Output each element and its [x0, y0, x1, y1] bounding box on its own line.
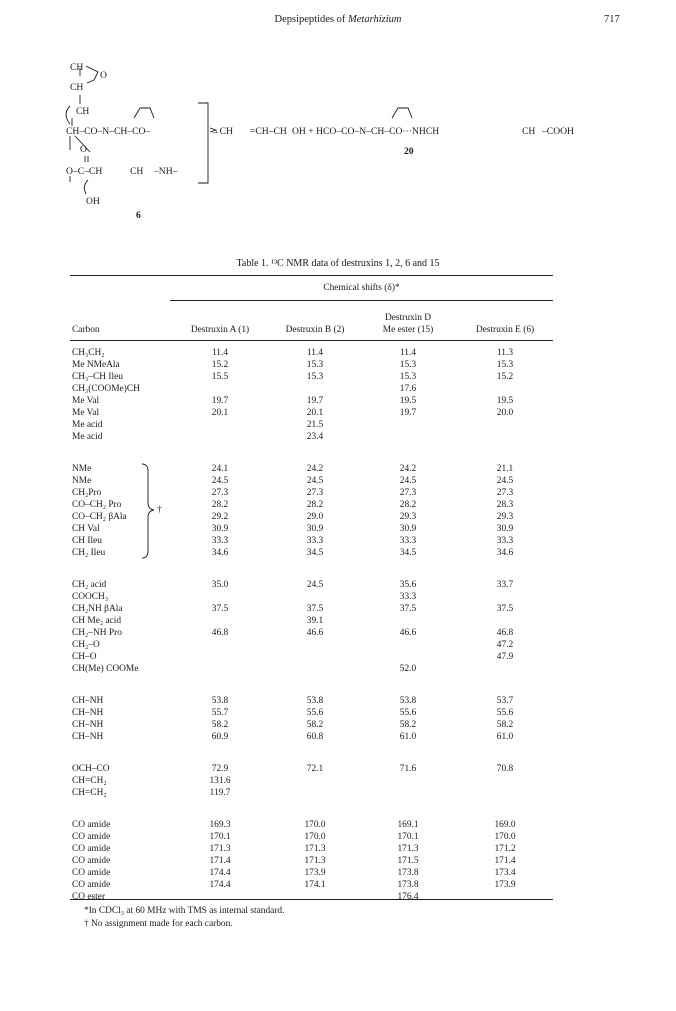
table-caption: Table 1. ¹³C NMR data of destruxins 1, 2, 6 and 15 — [236, 258, 440, 269]
cell-value: 60.9 — [211, 732, 229, 742]
table-bottom-rule — [70, 899, 553, 900]
cell-carbon: COOCH₃ — [72, 592, 109, 602]
cell-value: 46.6 — [399, 628, 417, 638]
struct-label: OH + HCO–CO–N–CH–CO···NHCH — [292, 126, 440, 137]
cell-value: 29.3 — [399, 512, 417, 522]
cell-value: 29.2 — [211, 512, 229, 522]
cell-carbon: CH₂ acid — [72, 580, 107, 590]
cell-value: 30.9 — [496, 524, 514, 534]
cell-carbon: CH=CH₂ — [72, 776, 107, 786]
cell-carbon: NMe — [72, 464, 92, 474]
cell-value: 24.2 — [399, 464, 417, 474]
table-row — [0, 463, 676, 475]
cell-value: 61.0 — [496, 732, 514, 742]
cell-value: 27.3 — [306, 488, 324, 498]
table-row — [0, 819, 676, 831]
footnote: † No assignment made for each carbon. — [84, 919, 233, 929]
cell-value: 176.4 — [397, 892, 419, 902]
cell-carbon: CO amide — [72, 868, 111, 878]
cell-carbon: Me NMeAla — [72, 360, 120, 370]
cell-value: 47.2 — [496, 640, 514, 650]
struct-label: –NH– — [154, 166, 178, 177]
cell-carbon: CH–NH — [72, 732, 104, 742]
table-row — [0, 395, 676, 407]
cell-value: 170.0 — [304, 820, 326, 830]
cell-value: 15.3 — [399, 372, 417, 382]
cell-value: 15.3 — [399, 360, 417, 370]
cell-value: 58.2 — [399, 720, 417, 730]
cell-value: 33.3 — [399, 536, 417, 546]
column-header-destruxin-a: Destruxin A (1) — [190, 325, 250, 335]
column-header-destruxin-e: Destruxin E (6) — [475, 325, 535, 335]
chemical-structure-diagram — [50, 48, 610, 223]
cell-value: 33.3 — [496, 536, 514, 546]
cell-value: 47.9 — [496, 652, 514, 662]
struct-label: CH — [130, 166, 144, 177]
cell-value: 72.1 — [306, 764, 324, 774]
cell-value: 33.7 — [496, 580, 514, 590]
struct-label: O–C–CH — [66, 166, 103, 177]
cell-value: 27.3 — [211, 488, 229, 498]
table-row — [0, 867, 676, 879]
cell-carbon: Me Val — [72, 408, 100, 418]
cell-value: 24.5 — [306, 580, 324, 590]
cell-value: 71.6 — [399, 764, 417, 774]
cell-value: 19.7 — [306, 396, 324, 406]
cell-value: 174.4 — [209, 868, 231, 878]
cell-value: 11.3 — [496, 348, 514, 358]
table-row — [0, 603, 676, 615]
cell-value: 46.8 — [496, 628, 514, 638]
struct-label: =CH–CH — [250, 126, 287, 137]
cell-value: 29.3 — [496, 512, 514, 522]
cell-value: 30.9 — [399, 524, 417, 534]
cell-value: 173.8 — [397, 868, 419, 878]
cell-value: 173.4 — [494, 868, 516, 878]
cell-value: 119.7 — [209, 788, 231, 798]
cell-value: 171.3 — [304, 844, 326, 854]
cell-value: 37.5 — [211, 604, 229, 614]
cell-value: 21.5 — [306, 420, 324, 430]
cell-value: 52.0 — [399, 664, 417, 674]
struct-label: →CH — [210, 126, 233, 137]
cell-carbon: CO amide — [72, 820, 111, 830]
cell-value: 58.2 — [306, 720, 324, 730]
cell-carbon: CH Me₂ acid — [72, 616, 122, 626]
struct-label: CH — [522, 126, 536, 137]
cell-value: 61.0 — [399, 732, 417, 742]
table-row — [0, 523, 676, 535]
cell-value: 27.3 — [399, 488, 417, 498]
cell-value: 58.2 — [211, 720, 229, 730]
cell-value: 131.6 — [209, 776, 231, 786]
cell-value: 34.6 — [211, 548, 229, 558]
cell-value: 53.7 — [496, 696, 514, 706]
table-row — [0, 499, 676, 511]
cell-value: 19.7 — [211, 396, 229, 406]
cell-value: 20.1 — [211, 408, 229, 418]
cell-value: 35.6 — [399, 580, 417, 590]
table-row — [0, 359, 676, 371]
cell-value: 27.3 — [496, 488, 514, 498]
table-row — [0, 707, 676, 719]
cell-carbon: CH–NH — [72, 696, 104, 706]
cell-carbon: CH Val — [72, 524, 100, 534]
cell-carbon: CH Ileu — [72, 536, 102, 546]
cell-value: 46.8 — [211, 628, 229, 638]
table-footnotes — [84, 905, 284, 931]
cell-value: 171.5 — [397, 856, 419, 866]
cell-value: 55.6 — [496, 708, 514, 718]
column-header-destruxin-b: Destruxin B (2) — [285, 325, 345, 335]
cell-value: 33.3 — [399, 592, 417, 602]
cell-carbon: Me acid — [72, 420, 103, 430]
cell-carbon: CH₃–CH Ileu — [72, 372, 123, 382]
table-row — [0, 547, 676, 559]
cell-value: 15.3 — [306, 372, 324, 382]
cell-value: 171.3 — [397, 844, 419, 854]
column-header-carbon: Carbon — [72, 325, 100, 335]
running-header-text: Depsipeptides of — [274, 14, 348, 25]
cell-carbon: CO–CH₂ βAla — [72, 512, 127, 522]
table-row — [0, 855, 676, 867]
cell-value: 28.2 — [211, 500, 229, 510]
header-bottom-rule — [70, 340, 553, 341]
table-row — [0, 731, 676, 743]
cell-value: 34.5 — [306, 548, 324, 558]
cell-value: 33.3 — [306, 536, 324, 546]
table-row — [0, 407, 676, 419]
cell-value: 34.6 — [496, 548, 514, 558]
cell-value: 173.8 — [397, 880, 419, 890]
struct-label: –COOH — [542, 126, 574, 137]
table-row — [0, 663, 676, 675]
running-header-italic: Metarhizium — [348, 14, 402, 25]
struct-label: CH — [76, 106, 90, 117]
cell-value: 174.4 — [209, 880, 231, 890]
cell-value: 171.4 — [494, 856, 516, 866]
cell-value: 171.3 — [304, 856, 326, 866]
column-header-destruxin-d: Destruxin D — [384, 313, 432, 323]
cell-carbon: CO ester — [72, 892, 106, 902]
cell-value: 171.2 — [494, 844, 516, 854]
cell-carbon: CO amide — [72, 856, 111, 866]
cell-value: 28.3 — [496, 500, 514, 510]
column-header-me-ester: Me ester (15) — [382, 325, 434, 335]
cell-value: 34.5 — [399, 548, 417, 558]
compound-number-20: 20 — [404, 146, 414, 157]
table-row — [0, 775, 676, 787]
cell-value: 23.4 — [306, 432, 324, 442]
cell-value: 58.2 — [496, 720, 514, 730]
table-row — [0, 371, 676, 383]
cell-value: 171.3 — [209, 844, 231, 854]
cell-value: 169.3 — [209, 820, 231, 830]
table-row — [0, 627, 676, 639]
chemical-shifts-header: Chemical shifts (δ)* — [323, 283, 400, 293]
footnote: *In CDCl₃ at 60 MHz with TMS as internal standard. — [84, 906, 285, 916]
table-row — [0, 831, 676, 843]
cell-value: 169.0 — [494, 820, 516, 830]
cell-value: 33.3 — [211, 536, 229, 546]
cell-value: 173.9 — [494, 880, 516, 890]
struct-label: O — [80, 144, 87, 155]
cell-value: 60.8 — [306, 732, 324, 742]
cell-value: 30.9 — [211, 524, 229, 534]
table-row — [0, 475, 676, 487]
cell-value: 174.1 — [304, 880, 326, 890]
structure-labels — [66, 62, 574, 221]
table-row — [0, 787, 676, 799]
table-row — [0, 511, 676, 523]
cell-carbon: Me acid — [72, 432, 103, 442]
cell-value: 19.5 — [496, 396, 514, 406]
struct-label: O — [100, 70, 107, 81]
cell-carbon: CH₃CH₂ — [72, 348, 105, 358]
cell-value: 24.2 — [306, 464, 324, 474]
cell-value: 53.8 — [211, 696, 229, 706]
cell-value: 28.2 — [399, 500, 417, 510]
table-top-rule — [70, 275, 553, 276]
cell-value: 15.3 — [306, 360, 324, 370]
struct-label: CH–CO–N–CH–CO– — [66, 126, 151, 137]
struct-label: OH — [86, 196, 100, 207]
cell-value: 170.1 — [397, 832, 419, 842]
table-row — [0, 843, 676, 855]
table-row — [0, 535, 676, 547]
shifts-header-rule — [170, 300, 553, 301]
cell-carbon: CH₃(COOMe)CH — [72, 384, 140, 394]
cell-value: 15.3 — [496, 360, 514, 370]
cell-carbon: CH₂Pro — [72, 488, 102, 498]
cell-value: 170.0 — [304, 832, 326, 842]
cell-carbon: CH=CH₂ — [72, 788, 107, 798]
table-row — [0, 763, 676, 775]
cell-value: 24.5 — [306, 476, 324, 486]
cell-value: 170.1 — [209, 832, 231, 842]
running-header — [0, 14, 676, 25]
table-row — [0, 347, 676, 359]
table-row — [0, 579, 676, 591]
cell-value: 53.8 — [399, 696, 417, 706]
cell-value: 55.6 — [306, 708, 324, 718]
cell-value: 70.8 — [496, 764, 514, 774]
cell-carbon: CH–NH — [72, 708, 104, 718]
cell-value: 35.0 — [211, 580, 229, 590]
table-row — [0, 719, 676, 731]
cell-value: 24.1 — [211, 464, 229, 474]
cell-carbon: CH₂–O — [72, 640, 100, 650]
cell-value: 28.2 — [306, 500, 324, 510]
cell-value: 37.5 — [496, 604, 514, 614]
cell-value: 11.4 — [306, 348, 324, 358]
cell-value: 20.1 — [306, 408, 324, 418]
cell-value: 24.5 — [496, 476, 514, 486]
cell-carbon: NMe — [72, 476, 92, 486]
cell-value: 55.6 — [399, 708, 417, 718]
table-row — [0, 591, 676, 603]
cell-carbon: CH(Me) COOMe — [72, 664, 139, 674]
cell-carbon: Me Val — [72, 396, 100, 406]
cell-value: 173.9 — [304, 868, 326, 878]
cell-value: 46.6 — [306, 628, 324, 638]
cell-value: 21.1 — [496, 464, 514, 474]
cell-carbon: CH₂–NH Pro — [72, 628, 122, 638]
cell-value: 15.5 — [211, 372, 229, 382]
cell-carbon: CO amide — [72, 844, 111, 854]
cell-value: 15.2 — [496, 372, 514, 382]
cell-value: 20.0 — [496, 408, 514, 418]
table-row — [0, 431, 676, 443]
cell-value: 11.4 — [399, 348, 417, 358]
cell-carbon: CO–CH₂ Pro — [72, 500, 122, 510]
cell-value: 11.4 — [211, 348, 229, 358]
cell-carbon: OCH–CO — [72, 764, 110, 774]
cell-value: 39.1 — [306, 616, 324, 626]
table-row — [0, 879, 676, 891]
cell-value: 24.5 — [211, 476, 229, 486]
cell-value: 29.0 — [306, 512, 324, 522]
cell-carbon: CH–NH — [72, 720, 104, 730]
cell-value: 17.6 — [399, 384, 417, 394]
table-row — [0, 695, 676, 707]
table-row — [0, 383, 676, 395]
cell-value: 19.7 — [399, 408, 417, 418]
table-row — [0, 651, 676, 663]
cell-carbon: CO amide — [72, 880, 111, 890]
cell-value: 171.4 — [209, 856, 231, 866]
cell-value: 30.9 — [306, 524, 324, 534]
cell-carbon: CH₂NH βAla — [72, 604, 123, 614]
cell-carbon: CH₂ Ileu — [72, 548, 106, 558]
cell-value: 24.5 — [399, 476, 417, 486]
table-row — [0, 419, 676, 431]
struct-label: CH — [70, 62, 84, 73]
cell-value: 37.5 — [399, 604, 417, 614]
cell-value: 169.1 — [397, 820, 419, 830]
table-row — [0, 639, 676, 651]
cell-value: 72.9 — [211, 764, 229, 774]
table-row — [0, 615, 676, 627]
cell-value: 15.2 — [211, 360, 229, 370]
struct-label: CH — [70, 82, 84, 93]
cell-value: 53.8 — [306, 696, 324, 706]
page-number: 717 — [604, 14, 620, 25]
cell-carbon: CH–O — [72, 652, 97, 662]
cell-value: 170.0 — [494, 832, 516, 842]
dagger-mark: † — [157, 505, 162, 515]
cell-value: 37.5 — [306, 604, 324, 614]
compound-number-6: 6 — [136, 210, 141, 221]
cell-value: 19.5 — [399, 396, 417, 406]
table-row — [0, 891, 676, 903]
table-row — [0, 487, 676, 499]
cell-carbon: CO amide — [72, 832, 111, 842]
cell-value: 55.7 — [211, 708, 229, 718]
